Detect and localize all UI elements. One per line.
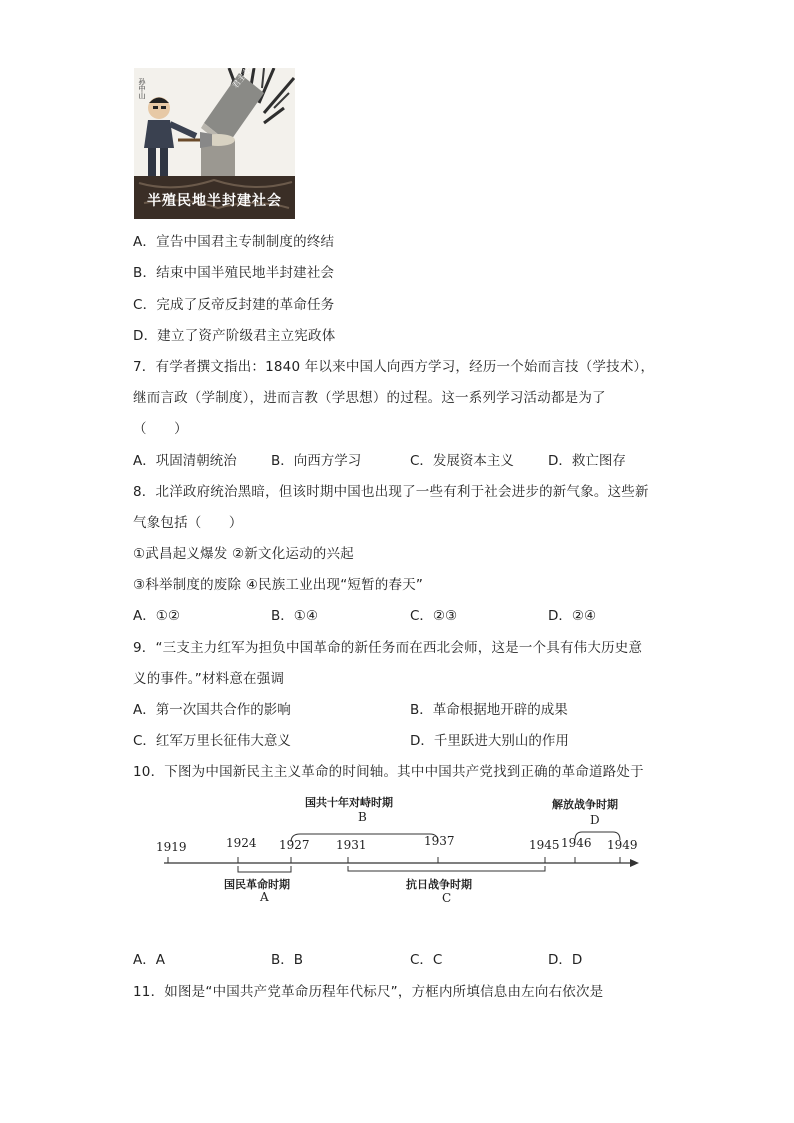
q10-option-d: D．D (548, 952, 583, 968)
q8-option-a: A．①② (133, 608, 180, 624)
period-c-name: 抗日战争时期 (406, 878, 472, 891)
bracket-a (238, 866, 291, 872)
period-a-letter: A (260, 890, 269, 904)
q9-option-d: D．千里跃进大别山的作用 (410, 733, 569, 749)
revolution-timeline (150, 790, 650, 910)
year-label-1946: 1946 (561, 836, 592, 850)
q7-stem-line-3: （ ） (133, 421, 188, 437)
q7-stem-line-2: 继而言政（学制度），进而言教（学思想）的过程。这一系列学习活动都是为了 (133, 390, 606, 406)
period-d-name: 解放战争时期 (552, 798, 618, 811)
person-label: 孙中山 (138, 78, 146, 99)
q9-option-b: B．革命根据地开辟的成果 (410, 702, 568, 718)
q10-option-a: A．A (133, 952, 165, 968)
year-label-1945: 1945 (529, 838, 560, 852)
q9-option-c: C．红军万里长征伟大意义 (133, 733, 291, 749)
q7-option-c: C．发展资本主义 (410, 453, 514, 469)
q6-option-c: C．完成了反帝反封建的革命任务 (133, 297, 335, 313)
q10-option-b: B．B (271, 952, 304, 968)
period-a-name: 国民革命时期 (224, 878, 290, 891)
q6-option-d: D．建立了资产阶级君主立宪政体 (133, 328, 336, 344)
sun-yatsen-cartoon (134, 68, 295, 219)
year-label-1924: 1924 (226, 836, 257, 850)
bracket-c (348, 866, 545, 871)
q8-stem-line-1: 8．北洋政府统治黑暗，但该时期中国也出现了一些有利于社会进步的新气象。这些新 (133, 484, 649, 500)
timeline-arrow (630, 859, 639, 867)
q9-stem-line-1: 9．“三支主力红军为担负中国革命的新任务而在西北会师，这是一个具有伟大历史意 (133, 640, 643, 656)
q11-stem: 11．如图是“中国共产党革命历程年代标尺”，方框内所填信息由左向右依次是 (133, 984, 604, 1000)
q8-statement-1-2: ①武昌起义爆发 ②新文化运动的兴起 (133, 546, 354, 562)
year-label-1931: 1931 (336, 838, 367, 852)
q9-option-a: A．第一次国共合作的影响 (133, 702, 291, 718)
q8-option-c: C．②③ (410, 608, 458, 624)
q6-option-a: A．宣告中国君主专制制度的终结 (133, 234, 335, 250)
q6-option-b: B．结束中国半殖民地半封建社会 (133, 265, 335, 281)
q7-option-d: D．救亡图存 (548, 453, 626, 469)
period-b-letter: B (358, 810, 367, 824)
q8-statement-3-4: ③科举制度的废除 ④民族工业出现“短暂的春天” (133, 577, 424, 593)
period-c-letter: C (442, 891, 452, 905)
q10-stem: 10．下图为中国新民主主义革命的时间轴。其中中国共产党找到正确的革命道路处于 (133, 764, 644, 780)
q9-stem-line-2: 义的事件。”材料意在强调 (133, 671, 285, 687)
q7-option-b: B．向西方学习 (271, 453, 362, 469)
q8-stem-line-2: 气象包括（ ） (133, 515, 243, 531)
year-label-1927: 1927 (279, 838, 310, 852)
year-label-1937: 1937 (424, 834, 455, 848)
q8-option-d: D．②④ (548, 608, 597, 624)
q8-option-b: B．①④ (271, 608, 318, 624)
roots-caption: 半殖民地半封建社会 (147, 193, 282, 209)
period-d-letter: D (590, 813, 600, 827)
q7-stem-line-1: 7．有学者撰文指出：1840 年以来中国人向西方学习，经历一个始而言技（学技术）， (133, 359, 655, 375)
year-label-1919: 1919 (156, 840, 187, 854)
q7-option-a: A．巩固清朝统治 (133, 453, 237, 469)
q10-option-c: C．C (410, 952, 443, 968)
period-b-name: 国共十年对峙时期 (305, 796, 393, 809)
year-label-1949: 1949 (607, 838, 638, 852)
